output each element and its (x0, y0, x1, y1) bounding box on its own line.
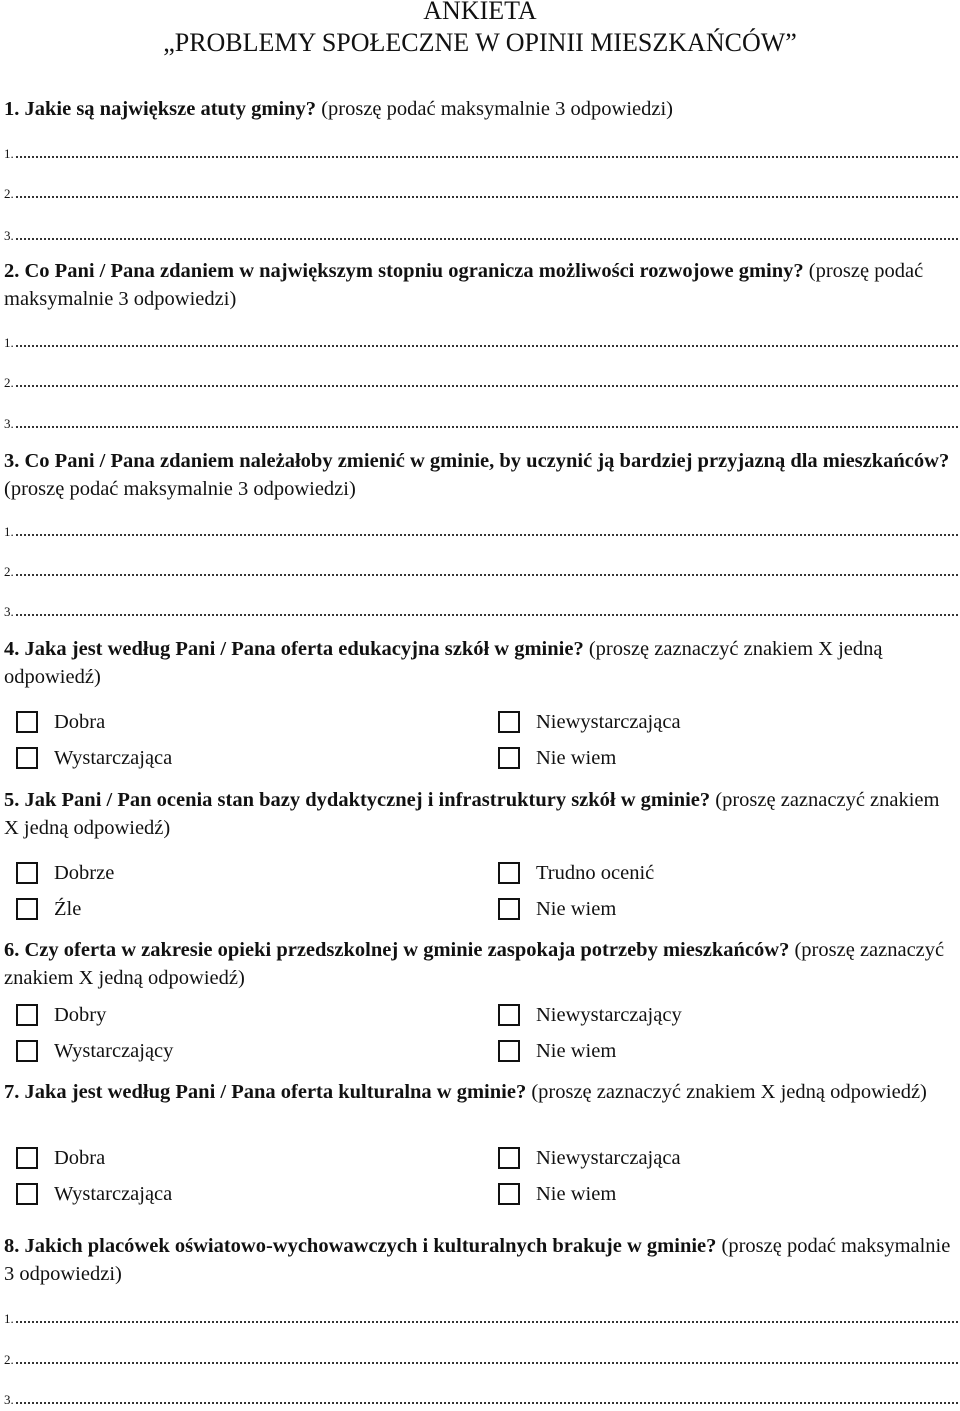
checkbox-icon[interactable] (16, 898, 38, 920)
checkbox-icon[interactable] (16, 1004, 38, 1026)
checkbox-icon[interactable] (16, 862, 38, 884)
q4-option-wystarczajaca[interactable] (16, 744, 172, 772)
option-label: Niewystarczająca (536, 1146, 681, 1169)
dotted-line (16, 602, 958, 616)
question-2 (4, 257, 956, 313)
question-8-text: 8. Jakich placówek oświatowo-wychowawczych i kulturalnych brakuje w gminie? (4, 1235, 717, 1257)
question-7 (4, 1078, 956, 1106)
question-6-hint: (proszę zaznaczyć znakiem X jedną odpowiedź) (4, 939, 945, 989)
question-6 (4, 936, 956, 992)
q4-option-nie-wiem[interactable] (498, 744, 616, 772)
answer-number: 3. (4, 416, 14, 431)
answer-number: 2. (4, 1352, 14, 1367)
option-label: Nie wiem (536, 1182, 617, 1205)
checkbox-icon[interactable] (16, 711, 38, 733)
question-1 (4, 95, 956, 123)
dotted-line (16, 226, 958, 240)
question-5-text: 5. Jak Pani / Pan ocenia stan bazy dydaktycznej i infrastruktury szkół w gminie? (4, 789, 711, 811)
answer-number: 3. (4, 1392, 14, 1407)
dotted-line (16, 414, 958, 428)
q7-option-wystarczajaca[interactable] (16, 1180, 172, 1208)
q7-option-dobra[interactable] (16, 1144, 105, 1172)
q5-option-dobrze[interactable] (16, 859, 114, 887)
question-4 (4, 635, 956, 691)
answer-number: 1. (4, 335, 14, 350)
q4-option-niewystarczajaca[interactable] (498, 708, 681, 736)
answer-8-3-field[interactable] (4, 1390, 958, 1408)
answer-number: 1. (4, 146, 14, 161)
answer-1-1-field[interactable] (4, 144, 958, 162)
question-5 (4, 786, 956, 842)
checkbox-icon[interactable] (498, 862, 520, 884)
option-label: Nie wiem (536, 746, 617, 769)
checkbox-icon[interactable] (498, 711, 520, 733)
answer-1-3-field[interactable] (4, 226, 958, 244)
answer-1-2-field[interactable] (4, 184, 958, 202)
checkbox-icon[interactable] (498, 898, 520, 920)
dotted-line (16, 184, 958, 198)
answer-number: 1. (4, 524, 14, 539)
question-5-hint: (proszę zaznaczyć znakiem X jedną odpowiedź) (4, 789, 940, 839)
answer-8-2-field[interactable] (4, 1350, 958, 1368)
q5-option-nie-wiem[interactable] (498, 895, 616, 923)
q5-option-trudno-ocenic[interactable] (498, 859, 654, 887)
question-3-text: 3. Co Pani / Pana zdaniem należałoby zmienić w gminie, by uczynić ją bardziej przyjazną dla mieszkańców? (4, 450, 950, 472)
q6-option-niewystarczajacy[interactable] (498, 1001, 682, 1029)
q4-option-dobra[interactable] (16, 708, 105, 736)
question-2-text: 2. Co Pani / Pana zdaniem w największym stopniu ogranicza możliwości rozwojowe gminy? (4, 260, 804, 282)
option-label: Trudno ocenić (536, 861, 655, 884)
question-8-hint: (proszę podać maksymalnie 3 odpowiedzi) (4, 1235, 951, 1285)
q7-option-niewystarczajaca[interactable] (498, 1144, 681, 1172)
option-label: Dobra (54, 710, 106, 733)
dotted-line (16, 522, 958, 536)
checkbox-icon[interactable] (498, 747, 520, 769)
q6-option-nie-wiem[interactable] (498, 1037, 616, 1065)
option-label: Wystarczający (54, 1039, 174, 1062)
question-2-hint: (proszę podać maksymalnie 3 odpowiedzi) (4, 260, 924, 310)
question-7-text: 7. Jaka jest według Pani / Pana oferta kulturalna w gminie? (4, 1081, 527, 1103)
dotted-line (16, 562, 958, 576)
option-label: Dobrze (54, 861, 115, 884)
dotted-line (16, 144, 958, 158)
dotted-line (16, 1350, 958, 1364)
answer-number: 2. (4, 186, 14, 201)
checkbox-icon[interactable] (16, 1147, 38, 1169)
dotted-line (16, 373, 958, 387)
answer-number: 1. (4, 1311, 14, 1326)
form-title: ANKIETA (423, 0, 537, 25)
option-label: Wystarczająca (54, 746, 173, 769)
question-1-hint: (proszę podać maksymalnie 3 odpowiedzi) (321, 98, 673, 120)
question-3-hint: (proszę podać maksymalnie 3 odpowiedzi) (4, 478, 356, 500)
answer-number: 3. (4, 604, 14, 619)
answer-3-1-field[interactable] (4, 522, 958, 540)
answer-2-1-field[interactable] (4, 333, 958, 351)
q7-option-nie-wiem[interactable] (498, 1180, 616, 1208)
option-label: Wystarczająca (54, 1182, 173, 1205)
q5-option-zle[interactable] (16, 895, 81, 923)
question-4-text: 4. Jaka jest według Pani / Pana oferta edukacyjna szkół w gminie? (4, 638, 584, 660)
question-7-hint: (proszę zaznaczyć znakiem X jedną odpowiedź) (531, 1081, 927, 1103)
checkbox-icon[interactable] (498, 1183, 520, 1205)
answer-3-3-field[interactable] (4, 602, 958, 620)
answer-2-3-field[interactable] (4, 414, 958, 432)
answer-8-1-field[interactable] (4, 1309, 958, 1327)
question-1-text: 1. Jakie są największe atuty gminy? (4, 98, 317, 120)
question-6-text: 6. Czy oferta w zakresie opieki przedszkolnej w gminie zaspokaja potrzeby mieszkańców? (4, 939, 790, 961)
answer-number: 3. (4, 228, 14, 243)
dotted-line (16, 333, 958, 347)
dotted-line (16, 1309, 958, 1323)
question-4-hint: (proszę zaznaczyć znakiem X jedną odpowiedź) (4, 638, 883, 688)
checkbox-icon[interactable] (498, 1004, 520, 1026)
question-8 (4, 1232, 956, 1288)
option-label: Dobra (54, 1146, 106, 1169)
dotted-line (16, 1390, 958, 1404)
answer-number: 2. (4, 375, 14, 390)
q6-option-wystarczajacy[interactable] (16, 1037, 173, 1065)
option-label: Niewystarczający (536, 1003, 682, 1026)
option-label: Źle (54, 897, 82, 920)
form-subtitle: „PROBLEMY SPOŁECZNE W OPINII MIESZKAŃCÓW” (163, 28, 797, 57)
option-label: Nie wiem (536, 1039, 617, 1062)
checkbox-icon[interactable] (498, 1040, 520, 1062)
answer-2-2-field[interactable] (4, 373, 958, 391)
answer-3-2-field[interactable] (4, 562, 958, 580)
option-label: Dobry (54, 1003, 107, 1026)
answer-number: 2. (4, 564, 14, 579)
checkbox-icon[interactable] (16, 1040, 38, 1062)
question-3 (4, 447, 956, 503)
checkbox-icon[interactable] (16, 1183, 38, 1205)
option-label: Niewystarczająca (536, 710, 681, 733)
q6-option-dobry[interactable] (16, 1001, 106, 1029)
option-label: Nie wiem (536, 897, 617, 920)
checkbox-icon[interactable] (16, 747, 38, 769)
checkbox-icon[interactable] (498, 1147, 520, 1169)
